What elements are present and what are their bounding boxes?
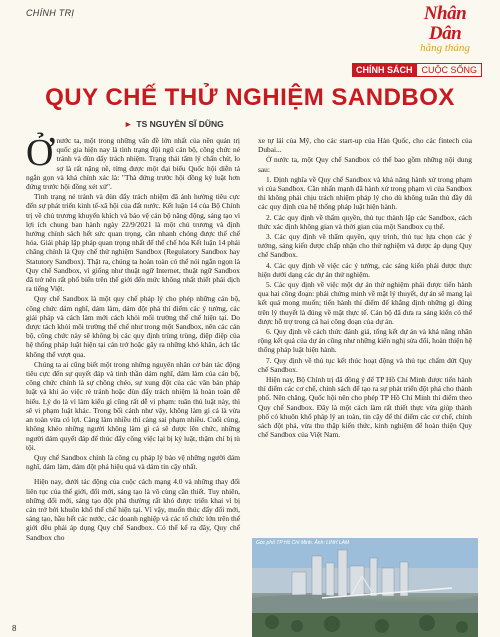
paragraph: 4. Các quy định về việc các ý tưởng, các sáng kiến phải được thực hiện dưới dạng các dự án thử nghiệm. — [258, 260, 472, 279]
paragraph: Quy chế Sandbox là một quy chế pháp lý cho phép những cán bộ, công chức dám nghĩ, dám làm, dám đột phá thí điểm các ý tưởng, các giải pháp và cách làm mới cách khỏi mối trường thể chế hiện tại. Do được tách khỏi môi trường thể chế như trong một Sandbox, nên các cán bộ, công chức này sẽ không bị các quy định trùng trùng, điệp điệp của hệ thống pháp luật hiện tại cản trở hoặc gây ra những khó khăn, ách tắc không thể vượt qua. — [26, 294, 240, 359]
arrow-icon: ► — [124, 119, 133, 129]
right-column — [258, 136, 472, 441]
paragraph: 3. Các quy định về thẩm quyền, quy trình, thủ tục lựa chọn các ý tưởng, sáng kiến được chấp nhận cho thử nghiệm và được áp dụng Quy chế Sandbox. — [258, 232, 472, 260]
paragraph: 2. Các quy định về thẩm quyền, thủ tục thành lập các Sandbox, cách thức xác định không gian và thời gian của một Sandbox cụ thể. — [258, 212, 472, 231]
page-number: 8 — [12, 624, 17, 633]
tag-primary: CHÍNH SÁCH — [352, 63, 417, 77]
paragraph — [26, 132, 240, 192]
city-skyline-image — [252, 538, 478, 637]
paragraph: Hiện nay, Bộ Chính trị đã đồng ý để TP Hồ Chí Minh được tiến hành thí điểm các cơ chế, chính sách để tạo ra sự phát triển đột phá cho thành phố. Nên chăng, Quốc hội nên cho phép TP Hồ Chí Minh thí điểm theo Quy chế Sandbox. Đây là một cách làm rất thiết thực vừa giúp thành phố có khuôn khổ pháp lý an toàn, tin cậy để thí điểm các cơ chế, chính sách đột phá, vừa thu thập kiến thức, kinh nghiệm để hoàn thiện Quy chế Sandbox của Việt Nam. — [258, 375, 472, 440]
drop-cap: Ở — [26, 132, 54, 174]
photo-caption: Góc phố TP Hồ Chí Minh. Ảnh: LINH LAM — [256, 540, 350, 546]
tag-secondary: CUỘC SỐNG — [416, 63, 482, 77]
paragraph: Chúng ta ai cũng biết một trong những nguyên nhân cơ bản tác động tiêu cực đến sự quyết đáp và tinh thần dám nghĩ, dám làm của cán bộ, công chức chính là sự chồng chéo, sự xung đột của các văn bản pháp luật và khi áo việc rè tránh hoặc đùn đẩy trách nhiệm là hoàn toàn dễ hiểu. Lý do là vì làm kiểu gì cũng rất dễ vi phạm: tuân thủ luật này, thì sẽ vi phạm luật khác. Trong bối cảnh như vậy, không làm gì cả là vừa an toàn vừa có lợi. Càng làm nhiều thì càng sai phạm nhiều. Cuối cùng, không khéo những người không làm gì cả sẽ được lên chức, những người dám quyết đáp để thúc đẩy công việc lại bị kỷ luật, thậm chí bị tù tội. — [26, 359, 240, 452]
category-tags — [352, 63, 482, 77]
paragraph-text: nước ta, một trong những vấn đề lớn nhất của nền quản trị quốc gia hiện nay là tình trạng đội ngũ cán bộ, công chức né tránh và đùn đẩy trách nhiệm. Trạng thái tâm lý chấn chừ, lo sợ là rất nặng nề, từng được một đại biểu Quốc hội diễn tả ngắn gọn và khá chính xác là: "Thà đứng trước hội đồng kỷ luật hơn đứng trước hội đồng xét xử". — [26, 136, 240, 192]
byline — [124, 119, 224, 129]
logo-subtitle: hằng tháng — [420, 42, 470, 54]
city-photo — [252, 538, 478, 637]
article-headline: QUY CHẾ THỬ NGHIỆM SANDBOX — [45, 84, 455, 111]
paragraph: 7. Quy định về thủ tục kết thúc hoạt động và thủ tục chấm dứt Quy chế Sandbox. — [258, 355, 472, 374]
publication-logo — [410, 3, 480, 54]
paragraph: 5. Các quy định về việc một dự án thử nghiệm phải được tiến hành qua hai công đoạn: phải chứng minh về mặt lý thuyết, dự án sẽ mang lại kết quả mong muốn; tiến hành thí điểm để khẳng định những gì đúng trên lý thuyết là đúng về mặt thực tế. Cán bộ đã đưa ra sáng kiến có thể được hỗ trợ trong cả hai công đoạn của dự án. — [258, 280, 472, 326]
paragraph: Quy chế Sandbox chính là công cụ pháp lý bảo vệ những người dám nghĩ, dám làm, dám đột phá hiệu quả và dám tin cậy nhất. — [26, 452, 240, 472]
section-label: CHÍNH TRỊ — [26, 8, 75, 18]
paragraph: xe tự lái của Mỹ, cho các start-up của Hàn Quốc, cho các fintech của Dubai... — [258, 136, 472, 155]
author-name: TS NGUYỄN SĨ DŨNG — [136, 119, 224, 129]
paragraph: 6. Quy định về cách thức đánh giá, tổng kết dự án và khả năng nhân rộng kết quả của dự án cũng như những kiến nghị sửa đổi, hoàn thiện hệ thống pháp luật hiện hành. — [258, 327, 472, 355]
paragraph: Tình trạng né tránh và đùn đẩy trách nhiệm đã ảnh hưởng tiêu cực đến sự phát triển kinh tế-xã hội của đất nước. Kết luận 14 của Bộ Chính trị về chủ trương khuyến khích và bảo vệ cán bộ năng động, sáng tạo vì lợi ích chung ban hành ngày 22/9/2021 là một chủ trương và định hướng chính sách hết sức quan trọng, cần nhanh chóng được thể chế hóa. Giải pháp lập pháp quan trọng nhất để thể chế hóa Kết luận 14 phải chăng chính là Quy chế thử nghiệm Sandbox (Regulatory Sandbox hay Statutory Sandbox). Thật ra, chúng ta hoàn toàn có thể nói ngắn ngọn là Quy chế Sandbox, vì giống như thuật ngữ Internet, thuật ngữ Sandbox đã trở nên rất phổ biến trên thế giới đến mức không nhất thiết phải dịch ra tiếng Việt. — [26, 192, 240, 294]
paragraph: 1. Định nghĩa về Quy chế Sandbox và khả năng hành xử trong phạm vi của Sandbox. Cần nhấn mạnh đã hành xử trong phạm vi của Sandbox thì không phải chịu trách nhiệm pháp lý cho dù không tuân thủ đầy đủ các quy định của hệ thống pháp luật hiện hành. — [258, 174, 472, 212]
paragraph: Ở nước ta, một Quy chế Sandbox có thể bao gồm những nội dung sau: — [258, 155, 472, 174]
logo-title: Nhân Dân — [423, 3, 467, 44]
paragraph: Hiện nay, dưới tác động của cuộc cách mạng 4.0 và những thay đổi liên tục của thế giới, đổi mới, sáng tạo là vô cùng cần thiết. Tuy nhiên, những đổi mới, sáng tạo đột phá thường rất khó được triển khai vì bị cản trở bởi khuôn khổ thể chế hiện tại. Vì vậy, muốn thúc đẩy đổi mới, sáng tạo, hầu hết các nước, các doanh nghiệp và các tổ chức lớn trên thế giới đều phải áp dụng Quy chế Sandbox. Có thể kể ra đây, Quy chế Sandbox cho — [26, 477, 240, 542]
left-column — [26, 132, 240, 543]
